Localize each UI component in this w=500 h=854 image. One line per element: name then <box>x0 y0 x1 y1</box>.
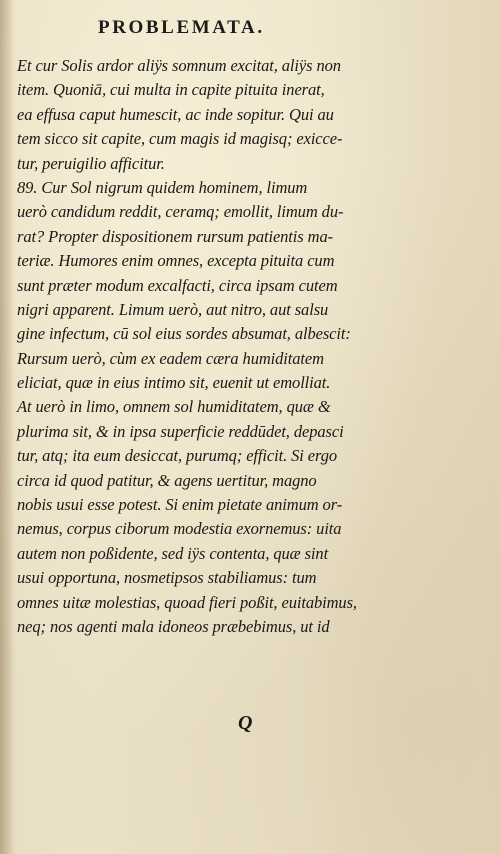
text-line: gine infectum, cū sol eius sordes absumat, albescit: <box>17 324 351 344</box>
text-block <box>17 54 397 639</box>
text-line: item. Quoniā, cui multa in capite pituita inerat, <box>17 80 325 100</box>
text-line: tur, atq; ita eum desiccat, purumq; efficit. Si ergo <box>17 446 338 466</box>
text-line: Et cur Solis ardor aliÿs somnum excitat, aliÿs non <box>17 56 341 75</box>
running-head: PROBLEMATA. <box>98 17 265 38</box>
text-line: tem sicco sit capite, cum magis id magisq; exicce- <box>17 129 343 149</box>
text-line: sunt præter modum excalfacti, circa ipsam cutem <box>17 275 338 295</box>
text-line: Rursum uerò, cùm ex eadem cæra humiditatem <box>17 348 324 368</box>
text-line: At uerò in limo, omnem sol humiditatem, quæ & <box>17 397 331 417</box>
text-line: rat? Propter dispositionem rursum patientis ma- <box>17 226 333 246</box>
text-line: usui opportuna, nosmetipsos stabiliamus: tum <box>17 568 317 588</box>
text-line: circa id quod patitur, & agens uertitur, magno <box>17 470 317 490</box>
text-line: teriæ. Humores enim omnes, excepta pituita cum <box>17 251 335 271</box>
text-line: nemus, corpus ciborum modestia exornemus: uita <box>17 519 342 539</box>
text-line: autem non poßidente, sed iÿs contenta, quæ sint <box>17 543 329 563</box>
text-line: nobis usui esse potest. Si enim pietate animum or- <box>17 495 343 515</box>
text-line: plurima sit, & in ipsa superficie reddūdet, depasci <box>17 421 344 441</box>
text-line: eliciat, quæ in eius intimo sit, euenit ut emolliat. <box>17 373 331 393</box>
text-line: nigri apparent. Limum uerò, aut nitro, aut salsu <box>17 299 329 319</box>
text-line: tur, peruigilio afficitur. <box>17 153 165 173</box>
catchword: Q <box>238 712 253 734</box>
text-line: uerò candidum reddit, ceramq; emollit, limum du- <box>17 202 344 222</box>
gutter-shadow <box>0 0 14 854</box>
text-line: 89. Cur Sol nigrum quidem hominem, limum <box>17 177 308 197</box>
text-line: neq; nos agenti mala idoneos præbebimus, ut id <box>17 616 330 636</box>
text-line: omnes uitæ molestias, quoad fieri poßit, euitabimus, <box>17 592 357 612</box>
text-line: ea effusa caput humescit, ac inde sopitur. Qui au <box>17 104 334 124</box>
